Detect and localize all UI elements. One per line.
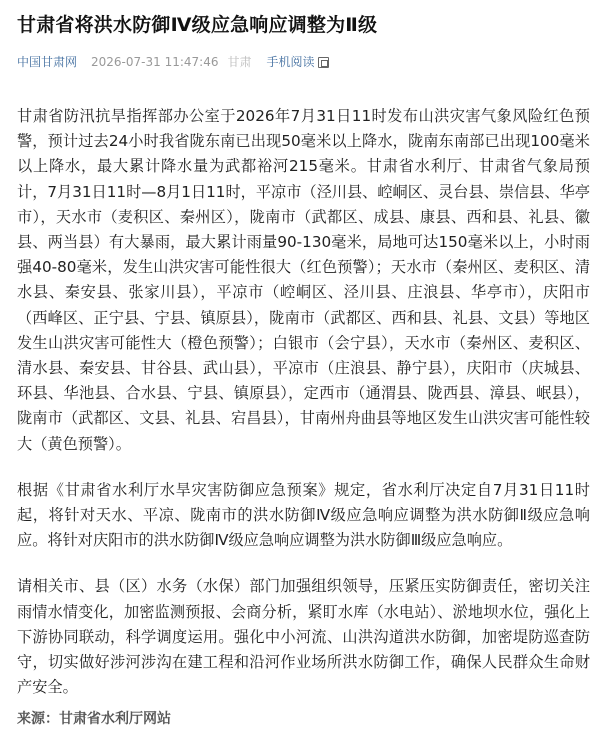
- article-paragraph: 根据《甘肃省水利厅水旱灾害防御应急预案》规定，省水利厅决定自7月31日11时起，将针对天水、平凉、陇南市的洪水防御Ⅳ级应急响应调整为洪水防御Ⅱ级应急响应。将针对庆阳市的洪水防御Ⅳ级应急响应调整为洪水防御Ⅲ级应急响应。: [17, 480, 590, 550]
- source-link[interactable]: 中国甘肃网: [17, 55, 78, 69]
- publish-time: 2026-07-31 11:47:46: [91, 55, 219, 69]
- author-name: 甘肃: [227, 55, 252, 69]
- source-label: 来源：: [17, 711, 59, 727]
- qr-reader-icon[interactable]: [318, 57, 329, 68]
- article-source-footer: [17, 708, 171, 730]
- source-value: 甘肃省水利厅网站: [59, 711, 171, 727]
- phone-read-link[interactable]: 手机阅读: [266, 55, 315, 69]
- article-meta: [17, 53, 590, 71]
- article-body: [17, 104, 590, 700]
- article-paragraph: 请相关市、县（区）水务（水保）部门加强组织领导，压紧压实防御责任，密切关注雨情水情变化，加密监测预报、会商分析，紧盯水库（水电站）、淤地坝水位，强化上下游协同联动，科学调度运用。强化中小河流、山洪沟道洪水防御，加密堤防巡查防守，切实做好涉河涉沟在建工程和沿河作业场所洪水防御工作，确保人民群众生命财产安全。: [17, 577, 590, 697]
- article-paragraph: 甘肃省防汛抗旱指挥部办公室于2026年7月31日11时发布山洪灾害气象风险红色预警，预计过去24小时我省陇东南已出现50毫米以上降水，陇南东南部已出现100毫米以上降水，最大累计降水量为武都裕河215毫米。甘肃省水利厅、甘肃省气象局预计，7月31日11时—8月1日11时，平凉市（泾川县、崆峒区、灵台县、崇信县、华亭市），天水市（麦积区、秦州区），陇南市（武都区、成县、康县、西和县、礼县、徽县、两当县）有大暴雨，最大累计雨量90-130毫米，局地可达150毫米以上，小时雨强40-80毫米，发生山洪灾害可能性很大（红色预警）；天水市（秦州区、麦积区、清水县、秦安县、张家川县），平凉市（崆峒区、泾川县、庄浪县、华亭市），庆阳市（西峰区、正宁县、宁县、镇原县），陇南市（武都区、西和县、礼县、文县）等地区发生山洪灾害可能性大（橙色预警）；白银市（会宁县），天水市（秦州区、麦积区、清水县、秦安县、甘谷县、武山县），平凉市（庄浪县、静宁县），庆阳市（庆城县、环县、华池县、合水县、宁县、镇原县），定西市（通渭县、陇西县、漳县、岷县），陇南市（武都区、文县、礼县、宕昌县），甘南州舟曲县等地区发生山洪灾害可能性较大（黄色预警）。: [17, 107, 590, 453]
- article-title: 甘肃省将洪水防御Ⅳ级应急响应调整为Ⅱ级: [17, 14, 378, 36]
